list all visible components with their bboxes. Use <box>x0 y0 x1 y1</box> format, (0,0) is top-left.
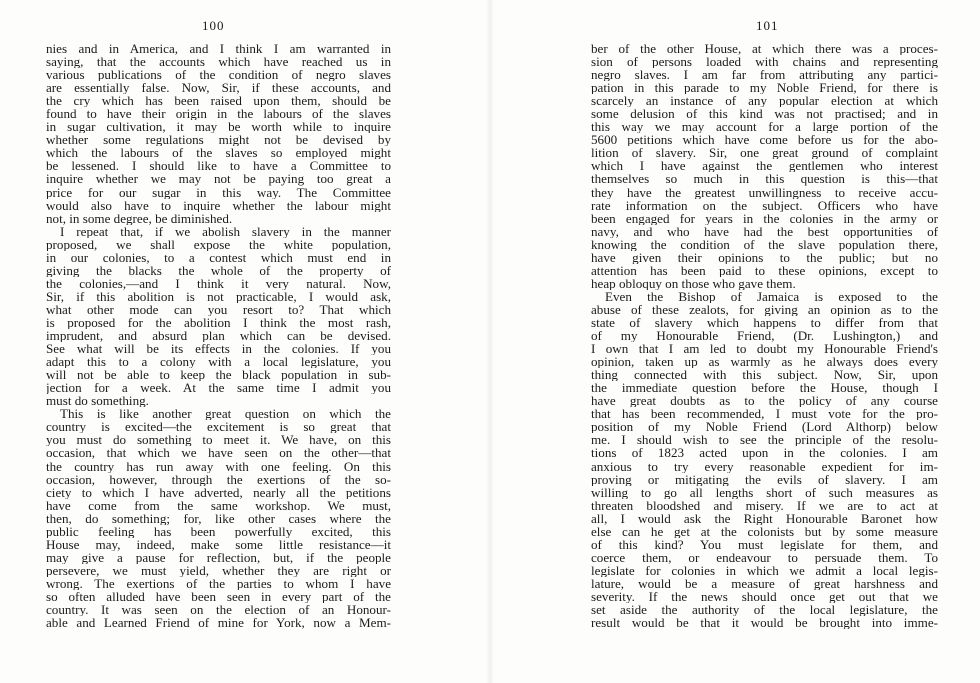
text-line: of my Honourable Friend, (Dr. Lushington,) and <box>591 329 938 343</box>
text-line: thing connected with this subject. Now, Sir, upon <box>591 368 938 382</box>
text-line: would also have to inquire whether the labour might <box>46 198 391 212</box>
text-line: House may, indeed, make some little resistance—it <box>46 537 391 551</box>
text-line: lition of slavery. Sir, one great ground of complaint <box>591 146 938 160</box>
text-line: ber of the other House, at which there was a proces- <box>591 42 938 56</box>
text-line: severity. If the news should once get out that we <box>591 589 938 604</box>
text-line: some delusion of this kind was not practised; and in <box>591 107 938 121</box>
text-line: are essentially false. Now, Sir, if these accounts, and <box>46 81 391 95</box>
text-line: have come from the same workshop. We must, <box>46 498 391 512</box>
text-line: 5600 petitions which have come before us for the abo- <box>591 133 938 147</box>
right-page <box>490 0 980 683</box>
text-line: in our colonies, to a contest which must end in <box>46 250 391 264</box>
text-line: all, I would ask the Right Honourable Baronet how <box>591 511 938 525</box>
text-line: heap obloquy on those who gave them. <box>591 276 796 290</box>
text-line: be lessened. I should like to have a Committee to <box>46 159 391 173</box>
text-line: the country has run away with one feeling. On this <box>46 459 391 473</box>
text-line: been engaged for years in the colonies in the army or <box>591 211 938 225</box>
text-line: attention has been paid to these opinions, except to <box>591 263 938 277</box>
text-line: rate information on the subject. Officers who have <box>591 198 938 212</box>
text-line: able and Learned Friend of mine for York, now a Mem- <box>46 616 391 630</box>
text-line: ciety to which I have adverted, nearly all the petitions <box>46 485 391 499</box>
text-line: giving the blacks the whole of the property of <box>46 263 391 277</box>
text-line: not, in some degree, be diminished. <box>46 211 233 225</box>
text-line: have given their opinions to the public; but no <box>591 250 938 264</box>
text-line: nies and in America, and I think I am warranted in <box>46 42 391 56</box>
text-line: persevere, we must yield, whether they are right or <box>46 563 391 577</box>
text-line: scarcely an instance of any popular election at which <box>591 94 938 108</box>
text-line: occasion, that which we have seen on the other—that <box>46 446 391 460</box>
right-page-text <box>591 42 938 629</box>
text-line: state of slavery which happens to differ from that <box>591 315 938 330</box>
text-line: abuse of these zealots, for giving an opinion as to the <box>591 302 938 316</box>
text-line: position of my Noble Friend (Lord Althorp) below <box>591 420 938 434</box>
text-line: they have the greatest unwillingness to receive accu- <box>591 185 938 199</box>
text-line: sion of persons loaded with chains and representing <box>591 55 938 69</box>
text-line: must do something. <box>46 394 149 408</box>
paragraph-start-line: This is like another great question on which the <box>60 407 391 421</box>
text-line: of this kind? You must legislate for them, and <box>591 537 938 551</box>
text-line: public feeling has been powerfully excited, this <box>46 524 391 538</box>
text-line: the cry which has been raised upon them, should be <box>46 94 391 108</box>
text-line: willing to go all lengths short of such measures as <box>591 485 938 499</box>
text-line: navy, and who have had the best opportunities of <box>591 224 938 238</box>
text-line: set aside the authority of the local legislature, the <box>591 603 938 617</box>
text-line: threaten bloodshed and misery. If we are to act at <box>591 498 938 512</box>
text-line: jection for a week. At the same time I admit you <box>46 381 391 395</box>
left-page-text <box>46 42 391 629</box>
text-line: which I have against the gentlemen who interest <box>591 159 938 173</box>
text-line: may give a pause for reflection, but, if the people <box>46 550 391 564</box>
text-line: coerce them, or endeavour to persuade them. To <box>591 550 938 564</box>
text-line: See what will be its effects in the colonies. If you <box>46 342 391 356</box>
text-line: negro slaves. I am far from attributing any partici- <box>591 68 938 82</box>
text-line: various publications of the condition of negro slaves <box>46 68 391 82</box>
text-line: that has been recommended, I must vote for the pro- <box>591 407 938 421</box>
text-line: saying, that the accounts which have reached us in <box>46 55 391 69</box>
text-line: I own that I am led to doubt my Honourable Friend's <box>591 342 938 356</box>
text-line: legislate for colonies in which we admit a local legis- <box>591 563 938 577</box>
page-number-left: 100 <box>202 18 225 33</box>
paragraph-start-line: I repeat that, if we abolish slavery in the manner <box>60 224 391 238</box>
text-line: tions of 1823 acted upon in the colonies. I am <box>591 446 938 460</box>
text-line: knowing the condition of the slave population there, <box>591 237 938 251</box>
text-line: whether some regulations might not be devised by <box>46 133 391 147</box>
text-line: then, do something; for, like other cases where the <box>46 511 391 525</box>
text-line: wrong. The exertions of the parties to whom I have <box>46 576 391 590</box>
page-number-right: 101 <box>756 18 779 33</box>
text-line: occasion, however, through the exertions of the so- <box>46 472 391 486</box>
text-line: price for our sugar in this way. The Committee <box>46 185 391 199</box>
text-line: else can he get at the colonists but by some measure <box>591 524 938 538</box>
text-line: pation in this parade to my Noble Friend, for there is <box>591 81 938 95</box>
text-line: anxious to try every reasonable expedient for im- <box>591 459 938 473</box>
text-line: in sugar cultivation, it may be worth while to inquire <box>46 120 391 134</box>
text-line: the colonies,—and I think it very natural. Now, <box>46 276 391 290</box>
text-line: you must do something to meet it. We have, on this <box>46 433 391 447</box>
text-line: what other mode can you resort to? That which <box>46 302 391 316</box>
text-line: country. It was seen on the election of an Honour- <box>46 603 391 617</box>
text-line: is proposed for the abolition I think the most rash, <box>46 315 391 330</box>
text-line: country is excited—the excitement is so great that <box>46 420 391 434</box>
text-line: result would be that it would be brought into imme- <box>591 616 938 630</box>
text-line: lature, would be a measure of great harshness and <box>591 576 938 590</box>
text-line: imprudent, and absurd plan which can be devised. <box>46 329 391 343</box>
text-line: have great doubts as to the policy of any course <box>591 394 938 408</box>
text-line: themselves so much in this question is this—that <box>591 172 938 186</box>
text-line: adapt this to a colony with a local legislature, you <box>46 355 391 369</box>
text-line: Sir, if this abolition is not practicable, I would ask, <box>46 289 391 303</box>
text-line: inquire whether we may not be paying too great a <box>46 172 391 186</box>
text-line: will not be able to keep the black population in sub- <box>46 368 391 382</box>
text-line: which the labours of the slaves so employed might <box>46 146 391 160</box>
text-line: proving or mitigating the evils of slavery. I am <box>591 472 938 486</box>
text-line: me. I should wish to see the principle of the resolu- <box>591 433 938 447</box>
paragraph-start-line: Even the Bishop of Jamaica is exposed to the <box>605 289 938 303</box>
text-line: proposed, we shall expose the white population, <box>46 237 391 251</box>
text-line: this way we may account for a large portion of the <box>591 120 938 134</box>
text-line: the immediate question before the House, though I <box>591 381 938 395</box>
text-line: so often alluded have been seen in every part of the <box>46 589 391 604</box>
text-line: found to have their origin in the labours of the slaves <box>46 107 391 121</box>
text-line: opinion, taken up as warmly as he always does every <box>591 355 938 369</box>
